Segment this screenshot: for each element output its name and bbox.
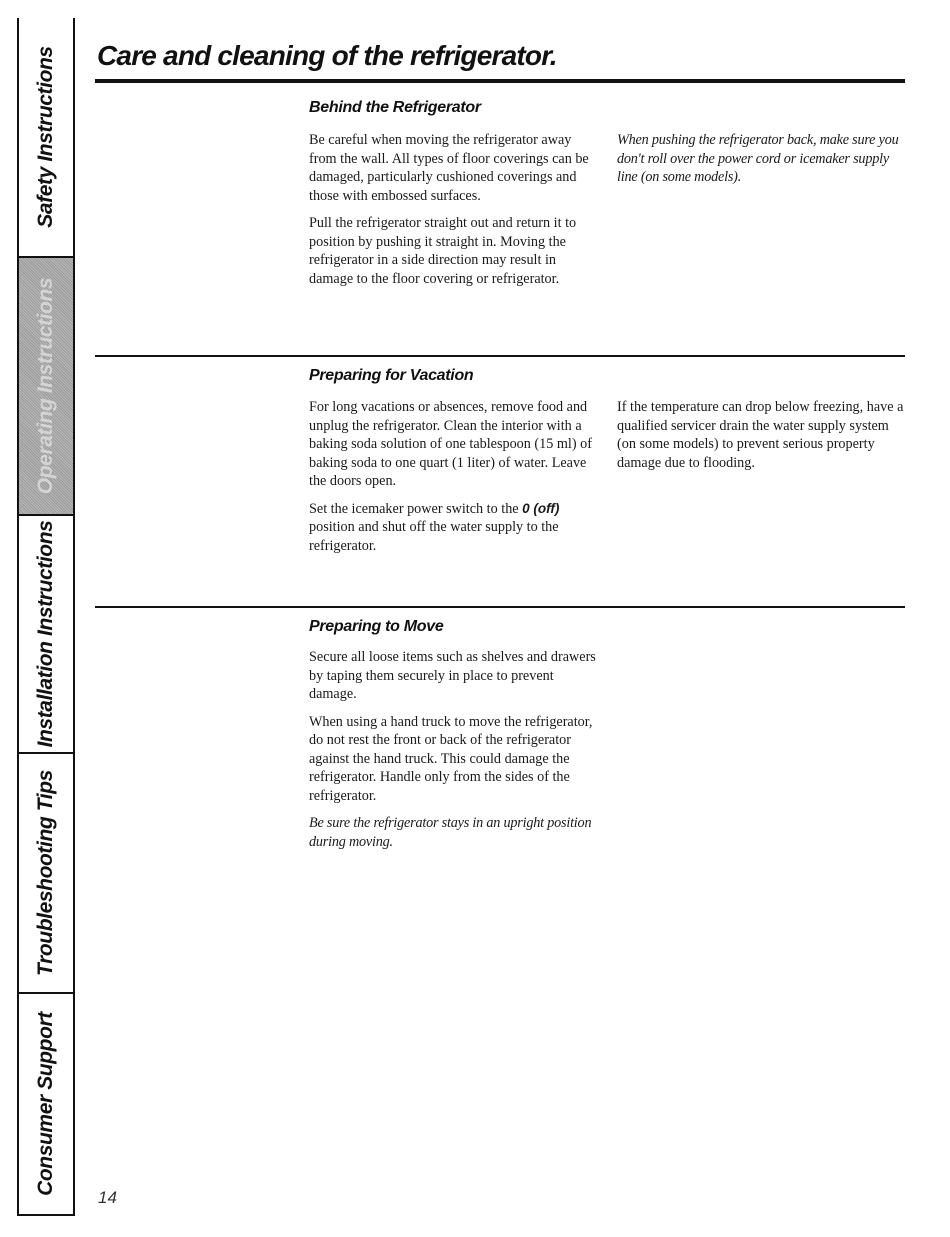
tab-troubleshooting-tips[interactable] <box>19 754 73 994</box>
page-number: 14 <box>98 1188 117 1207</box>
vacation-left-column <box>309 398 599 564</box>
title-rule <box>95 79 905 83</box>
vacation-right-column <box>617 398 907 481</box>
paragraph: Secure all loose items such as shelves and drawers by taping them securely in place to prevent damage. <box>309 649 596 702</box>
behind-refrigerator-right-column <box>617 131 907 196</box>
paragraph: If the temperature can drop below freezing, have a qualified servicer drain the water supply system (on some models) to prevent serious property damage due to flooding. <box>617 399 904 471</box>
tab-consumer-support[interactable] <box>19 994 73 1214</box>
tab-safety-instructions[interactable] <box>19 18 73 258</box>
text: Set the icemaker power switch to the <box>309 500 519 517</box>
tab-label: Troubleshooting Tips <box>34 770 57 976</box>
tab-label: Safety Instructions <box>34 46 57 228</box>
note: Be sure the refrigerator stays in an upright position during moving. <box>309 815 592 850</box>
tab-operating-instructions[interactable] <box>19 258 73 516</box>
tab-label: Operating Instructions <box>34 277 57 495</box>
paragraph: Pull the refrigerator straight out and return it to position by pushing it straight in. Moving the refrigerator in a side direction may result in damage to the floor covering or refrigerator. <box>309 215 577 287</box>
section-divider <box>95 606 905 608</box>
move-left-column <box>309 648 599 860</box>
tab-installation-instructions[interactable] <box>19 516 73 754</box>
paragraph: For long vacations or absences, remove food and unplug the refrigerator. Clean the interior with a baking soda solution of one tablespoon (15 ml) of baking soda to one quart (1 liter) of water. Leave the doors open. <box>309 399 592 489</box>
paragraph: Be careful when moving the refrigerator away from the wall. All types of floor coverings can be damaged, particularly cushioned coverings and those with embossed surfaces. <box>309 132 589 204</box>
section-divider <box>95 355 905 357</box>
section-heading-preparing-for-vacation: Preparing for Vacation <box>309 367 474 384</box>
paragraph <box>309 500 599 556</box>
page-title: Care and cleaning of the refrigerator. <box>97 40 557 71</box>
section-heading-behind-refrigerator: Behind the Refrigerator <box>309 99 481 116</box>
text: position and shut off the water supply to the refrigerator. <box>309 519 559 554</box>
behind-refrigerator-left-column <box>309 131 599 297</box>
paragraph: When using a hand truck to move the refrigerator, do not rest the front or back of the refrigerator against the hand truck. This could damage the refrigerator. Handle only from the sides of the refrigerator. <box>309 713 593 804</box>
off-setting-label: 0 (off) <box>522 500 560 516</box>
tab-label: Consumer Support <box>34 1012 57 1196</box>
tab-label: Installation Instructions <box>34 520 57 748</box>
note: When pushing the refrigerator back, make sure you don't roll over the power cord or icemaker supply line (on some models). <box>617 132 899 185</box>
section-heading-preparing-to-move: Preparing to Move <box>309 618 444 635</box>
side-tab-strip <box>17 18 75 1216</box>
